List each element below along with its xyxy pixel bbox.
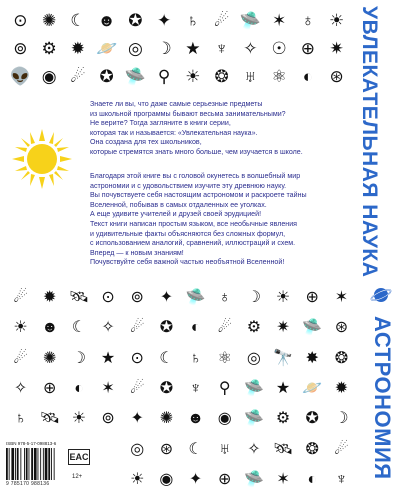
series-title: УВЛЕКАТЕЛЬНАЯ НАУКА [358,6,381,278]
space-icon: 🛰 [272,440,294,458]
barcode-bar [26,448,28,480]
space-icon: ♆ [189,379,202,397]
space-icon: ✶ [272,10,287,30]
space-icon: ✪ [159,319,174,337]
text-line: Вперед — к новым знаниям! [90,248,184,257]
space-icon: 🔭 [273,349,294,367]
space-icon: ✧ [13,379,28,397]
space-icon: ◐ [302,66,314,86]
space-icon: ✪ [305,410,319,428]
space-icon: ◎ [246,349,261,367]
space-icon: ★ [100,349,116,367]
space-icon: ⊛ [334,319,349,337]
space-icon: ☄ [70,66,86,86]
space-icon: ◉ [217,410,232,428]
space-icon: ⚲ [157,66,171,86]
barcode-bar [48,448,50,480]
space-icon: ☀ [329,10,345,30]
text-line: которые стремятся знать много больше, чем изучается в школе. [90,147,303,156]
space-icon: ◎ [130,440,145,458]
ean-digits: 9 785170 988136 [6,481,50,487]
text-line: которая так и называется: «Увлекательная наука». [90,128,258,137]
book-title: АСТРОНОМИЯ [370,316,395,480]
space-icon: ◐ [74,379,84,397]
space-icon: ✶ [276,470,290,488]
space-icon: ☻ [187,410,204,428]
space-icon: ☄ [130,319,145,337]
space-icon: ♆ [215,38,228,58]
space-icon: ✷ [276,319,290,337]
space-icon: ◉ [159,470,174,488]
space-icon: 🛸 [243,379,264,397]
space-icon: ♄ [14,410,27,428]
barcode-bar [34,448,37,480]
space-icon: 🛰 [68,289,90,307]
text-line: Почувствуйте себя важной частью необъятной Вселенной! [90,258,285,267]
space-icon: ✶ [334,289,349,307]
space-icon: ✷ [329,38,344,58]
barcode-block [6,441,64,488]
space-icon: ♅ [244,66,257,86]
space-icon: ☀ [185,66,201,86]
space-icon: ☄ [214,10,230,30]
space-icon: ✪ [159,379,174,397]
barcode-bar [38,448,39,480]
space-icon: ☾ [70,10,86,30]
sun-illustration [10,127,74,191]
text-line: из школьной программы бывают весьма занимательными? [90,109,286,118]
barcode-bar [29,448,30,480]
space-icon: ❂ [305,440,319,458]
space-icon: ♄ [186,10,200,30]
barcode-bar [9,448,10,480]
eac-certification-mark: EAC [68,449,90,465]
space-icon: ◉ [41,66,57,86]
space-icon: ❂ [334,349,349,367]
space-icon: ✺ [43,349,57,367]
space-icon: ✹ [334,379,349,397]
space-icon: ☄ [130,379,145,397]
text-line: и удивительные факты объясняются без сложных формул, [90,229,286,238]
space-icon: ✸ [305,349,319,367]
space-icon: ☽ [71,349,87,367]
top-icon-grid [6,6,351,90]
barcode-bar [6,448,8,480]
spine-strip [357,0,401,500]
space-icon: ✧ [247,440,261,458]
space-icon: ⚛ [217,349,232,367]
description-paragraph [90,172,355,268]
space-icon: ✦ [188,470,203,488]
barcode-bar [15,448,16,480]
space-icon: ★ [185,38,201,58]
text-line: астрономии и с удовольствием изучите эту древнюю науку. [90,181,287,190]
space-icon: ⊛ [159,440,174,458]
barcode-bar [31,448,33,480]
barcode-bar [11,448,14,480]
space-icon: ◐ [190,319,201,337]
space-icon: ☽ [334,410,349,428]
barcode-bar [43,448,44,480]
space-icon: ☀ [130,470,145,488]
barcode-bar [20,448,21,480]
text-line: Благодаря этой книге вы с головой окунетесь в волшебный мир [90,172,301,180]
space-icon: ☻ [97,10,116,30]
space-icon: ♆ [335,470,348,488]
space-icon: 🪐 [96,38,118,58]
space-icon: ✧ [101,319,115,337]
space-icon: ◎ [127,38,143,58]
barcode-bar [17,448,19,480]
barcode-bar [40,448,41,480]
space-icon: ☄ [334,440,349,458]
space-icon: ⊛ [329,66,344,86]
space-icon: ☾ [159,349,174,367]
space-icon: ☽ [156,38,172,58]
space-icon: ⚙ [246,319,262,337]
space-icon: ⊙ [130,349,144,367]
space-icon: ⊚ [130,289,144,307]
space-icon: ⚙ [275,410,291,428]
age-rating: 12+ [72,474,83,480]
space-icon: ⚛ [271,66,287,86]
space-icon: ♅ [218,440,231,458]
space-icon: ⚙ [41,38,57,58]
space-icon: ✦ [130,410,144,428]
space-icon: ⊕ [43,379,57,397]
space-icon: ◐ [307,470,318,488]
space-icon: ☄ [13,349,28,367]
space-icon: ✹ [70,38,85,58]
space-icon: ✪ [128,10,143,30]
text-line: Текст книги написан простым языком, все необычные явления [90,219,297,228]
space-icon: ⚲ [218,379,231,397]
space-icon: ♄ [189,349,202,367]
space-icon: ✧ [243,38,258,58]
barcode [6,448,64,480]
space-icon: ❂ [214,66,229,86]
space-icon: 👽 [9,66,31,86]
space-icon: 🛸 [239,10,261,30]
space-icon: ⊕ [218,470,232,488]
barcode-bar [24,448,25,480]
text-line: Вселенной, побывав в самых отдаленных ее уголках. [90,200,267,209]
space-icon: ✦ [157,10,172,30]
space-icon: ☄ [217,319,232,337]
space-icon: ♁ [218,289,231,307]
text-line: Она создана для тех школьников, [90,138,202,147]
space-icon: 🛸 [243,410,264,428]
space-icon: ☄ [13,289,28,307]
space-icon: ☀ [71,410,87,428]
intro-paragraph [90,100,355,158]
barcode-bar [54,448,55,480]
space-icon: ⊚ [13,38,28,58]
space-icon: ✪ [99,66,114,86]
space-icon: ⊕ [305,289,319,307]
space-icon: 🛸 [302,319,323,337]
space-icon: ✦ [159,289,174,307]
space-icon: ☀ [13,319,28,337]
space-icon: 🛸 [185,289,206,307]
text-line: Не верите? Тогда загляните в книги серии, [90,119,231,128]
space-icon: ✺ [159,410,174,428]
space-icon: ★ [275,379,291,397]
planet-icon [370,284,392,306]
text-line: Знаете ли вы, что даже самые серьезные предметы [90,100,263,108]
space-icon: ⊕ [300,38,315,58]
space-icon: ☽ [246,289,262,307]
space-icon: ⊙ [101,289,115,307]
space-icon: 🪐 [302,379,323,397]
space-icon: ✹ [43,289,57,307]
barcode-bar [51,448,52,480]
space-icon: ☻ [41,319,59,337]
space-icon: 🛸 [124,66,146,86]
isbn-label: ISBN 978-5-17-098813-6 [6,441,57,446]
space-icon: ✶ [101,379,115,397]
space-icon: ☉ [271,38,287,58]
space-icon: ☾ [71,319,87,337]
barcode-bar [45,448,48,480]
text-line: Вы почувствуете себя настоящим астрономом и раскроете тайны [90,191,307,200]
text-line: с использованием аналогий, сравнений, иллюстраций и схем. [90,239,296,248]
text-line: А еще удивите учителей и друзей своей эрудицией! [90,210,262,219]
space-icon: 🛸 [243,470,264,488]
sun-disc [27,144,57,174]
space-icon: ✺ [42,10,57,30]
space-icon: ☾ [188,440,203,458]
space-icon: 🛰 [39,410,60,428]
space-icon: ⊙ [13,10,28,30]
space-icon: ⊚ [101,410,115,428]
space-icon: ☀ [275,289,291,307]
space-icon: ♁ [301,10,315,30]
